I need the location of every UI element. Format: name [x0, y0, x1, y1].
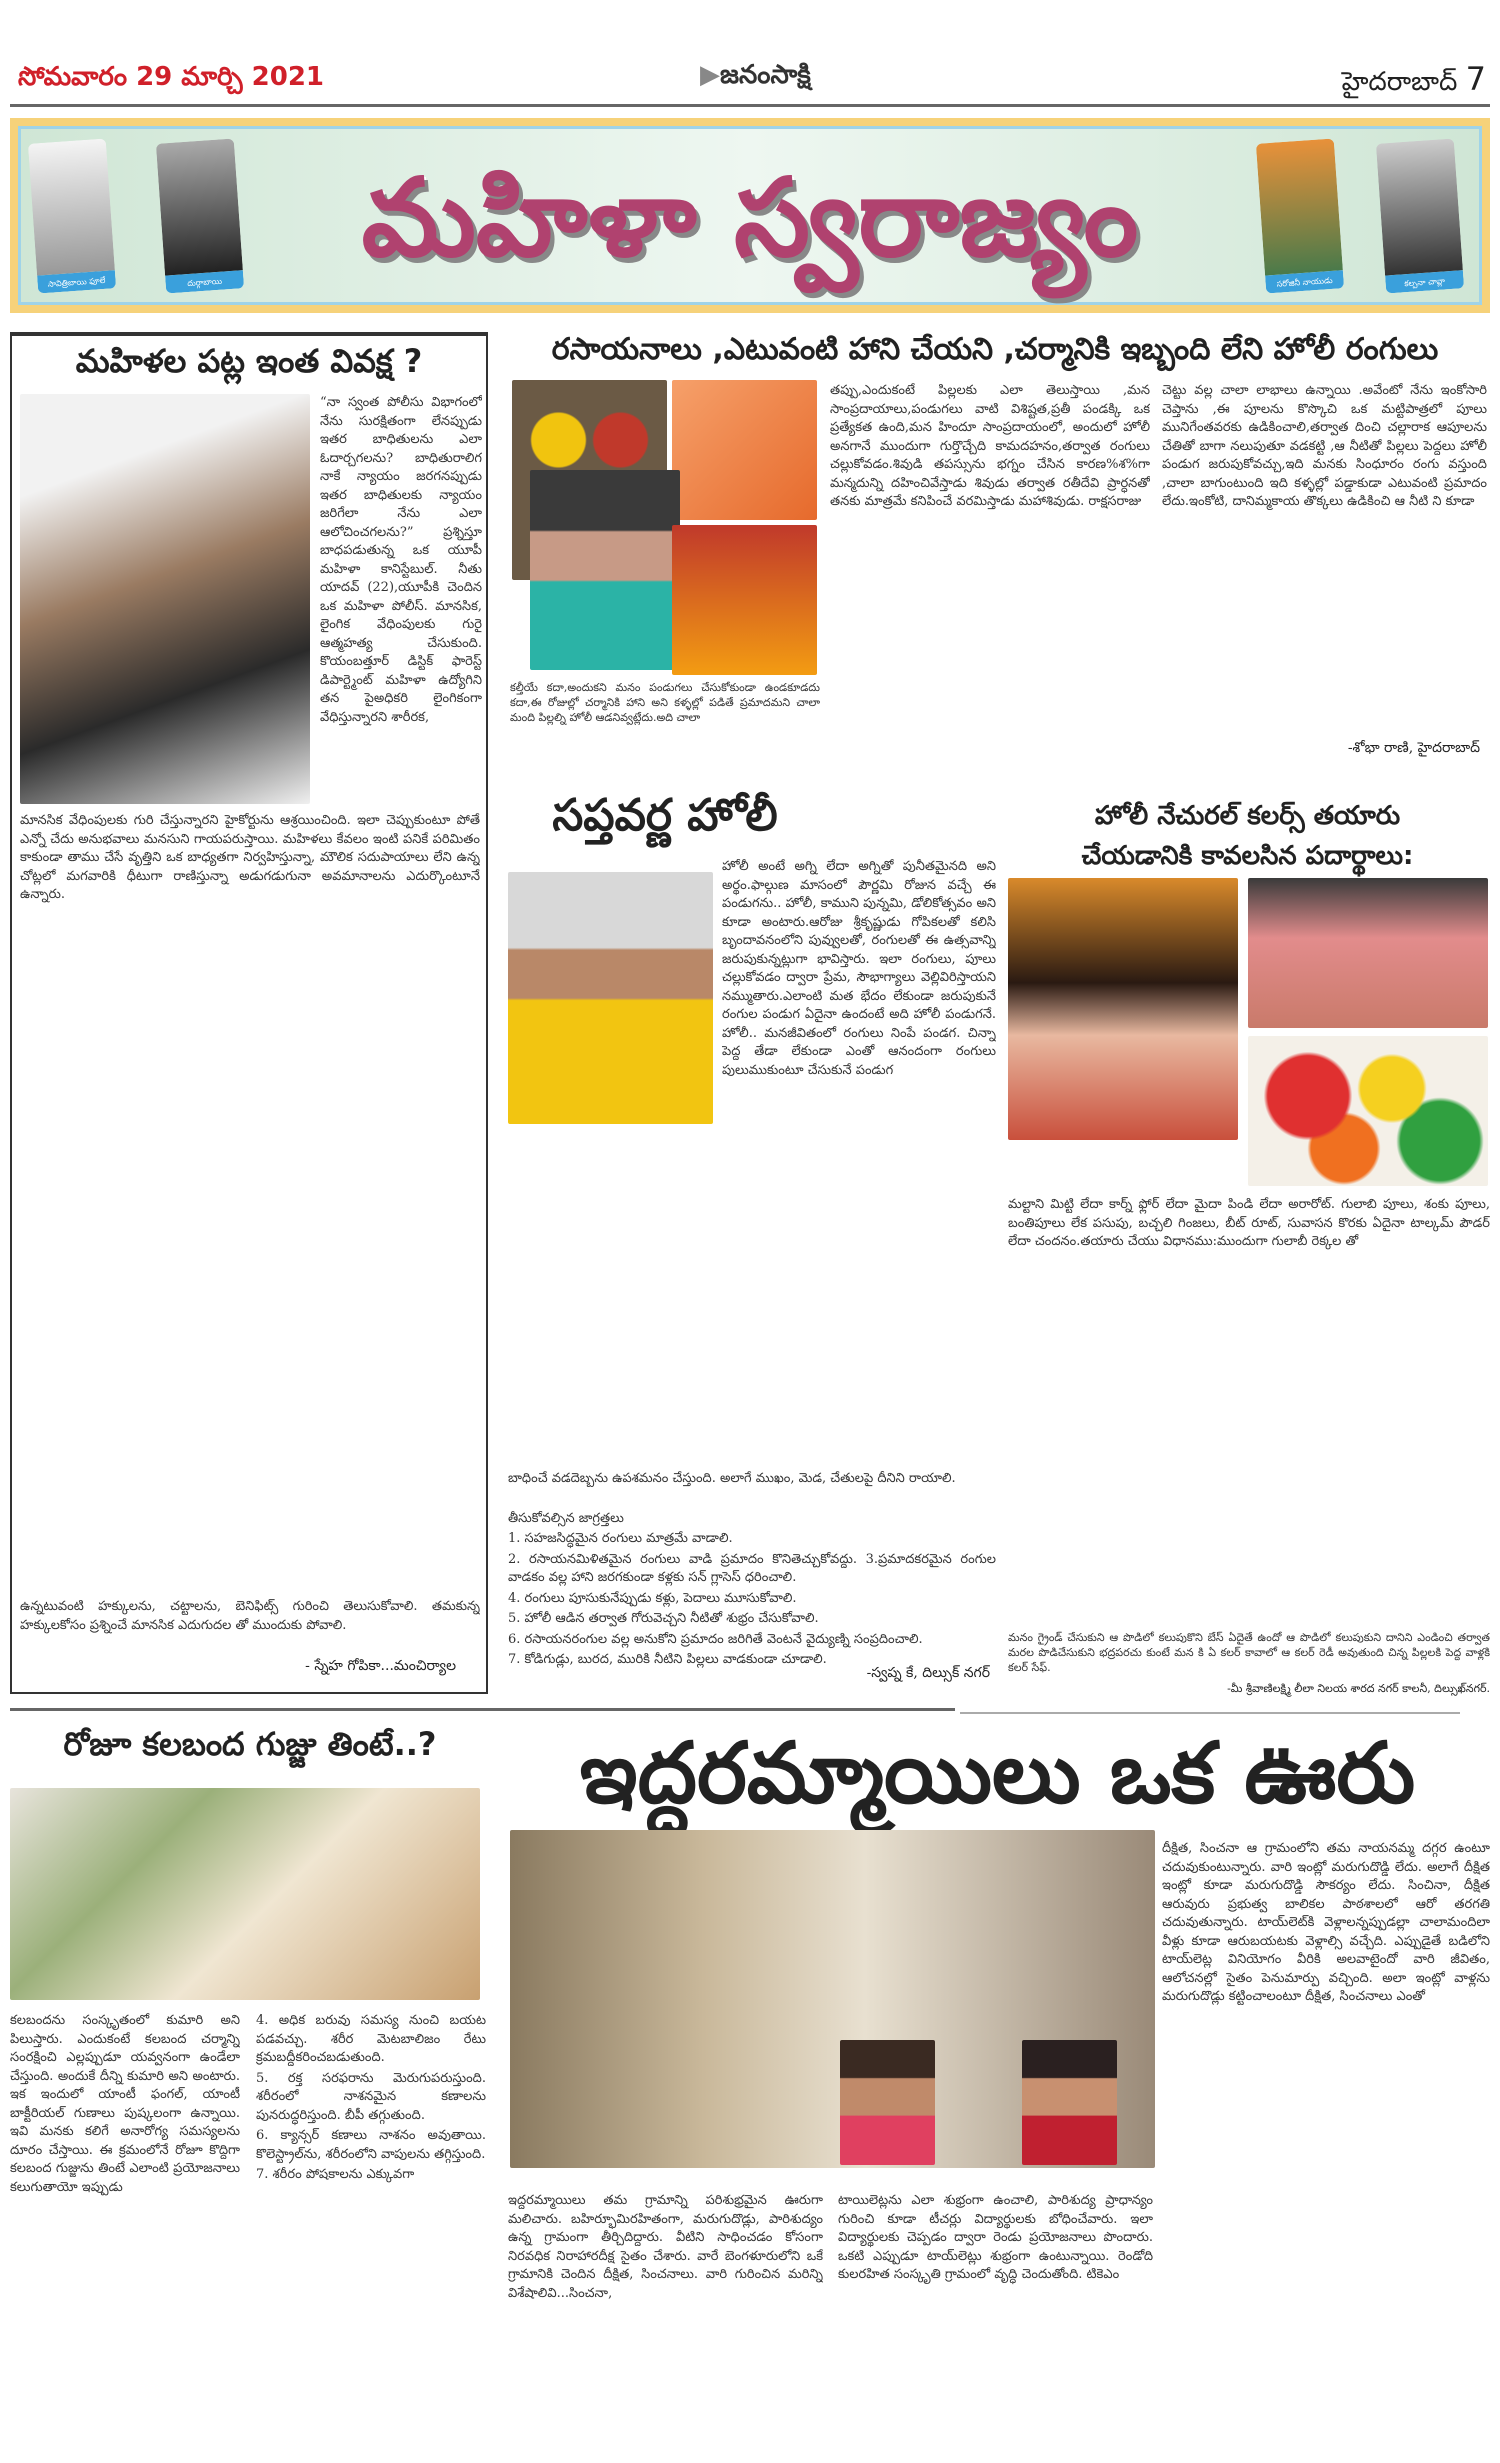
article-title-natural-colors: [1005, 796, 1490, 876]
title-line: చేయడానికి కావలసిన పదార్థాలు:: [1081, 841, 1414, 871]
photo-girl-1: [840, 2040, 935, 2165]
section-divider: [10, 1708, 955, 1711]
article-quote: “నా స్వంత పోలీసు విభాగంలో నేను సురక్షితంగా లేనప్పుడు ఇతర బాధితులను ఎలా ఓదార్చగలను? బాధితురాలిగ నాకే న్యాయం జరగనప్పుడు ఇతర బాధితులకు న్యాయం జరిగేలా నేను ఎలా ఆలోచించగలను?” ప్రశ్నిస్తూ బాధపడుతున్న ఒక యూపీ మహిళా కానిస్టేబుల్. నీతు యాదవ్ (22),యూపీకి చెందిన ఒక మహిళా పోలీస్. మానసిక, లైంగిక వేధింపులకు గురై ఆత్మహత్య చేసుకుంది. కొయంబత్తూర్ డిస్టిక్ ఫారెస్ట్ డిపార్ట్మెంట్ మహిళా ఉద్యోగిని తన పైఅధికరి లైంగికంగా వేధిస్తున్నారని శారీరక,: [320, 395, 482, 725]
logo-emblem-icon: ▶: [700, 60, 720, 90]
portrait-4: [1376, 138, 1464, 293]
portrait-2: [156, 138, 244, 293]
list-item: 2. రసాయనమిళితమైన రంగులు వాడి ప్రమాదం కొనితెచ్చుకోవద్దు. 3.ప్రమాదకరమైన రంగుల వాడకం వల్ల హాని జరగకుండా కళ్లకు సన్ గ్లాసెస్ ధరించాలి.: [508, 1551, 996, 1585]
article-title-saptavarna: సప్తవర్ణ హోలీ: [552, 790, 778, 841]
list-item: 7. శరీరం పోషకాలను ఎక్కువగా: [256, 2167, 415, 2182]
photo-petals: [672, 525, 817, 675]
article-column-1: ఇద్దరమ్మాయిలు తమ గ్రామాన్ని పరిశుభ్రమైన ఊరుగా మలిచారు. బహిర్భూమిరహితంగా, మరుగుదొడ్లు, పారిశుద్యం ఉన్న గ్రామంగా తీర్చిదిద్దారు. వీటిని సాధించడం కోసంగా నిరవధిక నిరాహారదీక్ష సైతం చేశారు. వారే బెంగళూరులోని ఒకే గ్రామానికి చెందిన దీక్షిత, సించనాలు. వారి గురించిన మరిన్ని విశేషాలివి...సించనా,: [508, 2193, 823, 2301]
list-item: 6. క్యాన్సర్ కణాలు నాశనం అవుతాయి. కొలెస్ట్రాల్‌ను, శరీరంలోని వాపులను తగ్గిస్తుంది.: [256, 2128, 486, 2162]
header-divider: [10, 104, 1490, 107]
list-item: 4. అధిక బరువు సమస్య నుంచి బయట పడవచ్చు. శరీర మెటబాలిజం రేటు క్రమబద్దీకరించబడుతుంది.: [256, 2013, 486, 2065]
article-title: మహిళల పట్ల ఇంత వివక్ష ?: [75, 342, 423, 380]
section-divider: [960, 1712, 1460, 1714]
photo-color-heaps: [1248, 1036, 1488, 1186]
article-title-two-girls-village: ఇద్దరమ్మాయిలు ఒక ఊరు: [579, 1724, 1416, 1822]
portrait-3: [1256, 138, 1344, 293]
edition-city: [1342, 60, 1486, 103]
photo-woman: [1008, 878, 1238, 1140]
article-byline: -మీ శ్రీవాణిలక్ష్మి లీలా నిలయ శారద నగర్ కాలనీ, దిల్సుఖ్‌నగర్.: [1227, 1682, 1490, 1695]
article-byline: -స్వప్న కే, దిల్సుక్ నగర్: [866, 1665, 990, 1681]
issue-date: సోమవారం 29 మార్చి 2021: [18, 62, 325, 92]
photo-author: [508, 872, 713, 1124]
article-column-1: కలబందను సంస్కృతంలో కుమారి అని పిలుస్తారు. ఎందుకంటే కలబంద చర్మాన్ని సంరక్షించి ఎల్లప్పుడూ యవ్వనంగా ఉండేలా చేస్తుంది. అందుకే దీన్ని కుమారి అని అంటారు. ఇక ఇందులో యాంటీ ఫంగల్, యాంటీ బాక్టీరియల్ గుణాలు పుష్కలంగా ఉన్నాయి. ఇవి మనకు కలిగే అనారోగ్య సమస్యలను దూరం చేస్తాయి. ఈ క్రమంలోనే రోజూ కొద్దిగా కలబంద గుజ్జును తింటే ఎలాంటి ప్రయోజనాలు కలుగుతాయో ఇప్పుడు: [10, 2013, 240, 2195]
article-body: మానసిక వేధింపులకు గురి చేస్తున్నారని హైకోర్టును ఆశ్రయించింది. ఇలా చెప్పుకుంటూ పోతే ఎన్నో చేదు అనుభవాలు మనసుని గాయపరుస్తాయి. మహిళలు కేవలం ఇంటి పనికే పరిమితం కాకుండా తాము చేసే వృత్తిని ఒక బాధ్యతగా నిర్వహిస్తున్నా, మౌలిక సదుపాయాలు లేని ఉన్న చోట్లలో మగవారికి ధీటుగా రాణిస్తున్నా అడుగడుగునా అవమానాలను ఎదుర్కొంటూనే ఉన్నారు.: [20, 813, 480, 902]
article-women-discrimination: [10, 332, 488, 1694]
article-byline: -శోభా రాణి, హైదరాబాద్: [1347, 740, 1480, 756]
article-title-holi-colors: రసాయనాలు ,ఎటువంటి హాని చేయని ,చర్మానికి ఇబ్బంది లేని హోలీ రంగులు: [551, 332, 1439, 367]
section-banner: [10, 118, 1490, 313]
photo-flowers: [672, 380, 817, 520]
newspaper-logo: [700, 60, 811, 96]
photo-author: [530, 470, 680, 670]
article-column-1: తప్పు,ఎందుకంటే పిల్లలకు ఎలా తెలుస్తాయి ,మన సాంప్రదాయాలు,పండుగలు వాటి విశిష్టత,ప్రతీ పండక్కి ఒక ప్రత్యేకత ఉంది,మన హిందూ సాంప్రదాయంలో, అందులో హోలీ అనగానే ముందుగా గుర్తొచ్చేది కామదహనం,తర్వాత రంగులు చల్లుకోవడం.శివుడి తపస్సును భగ్నం చేసిన కారణ%శ%గా మన్మదున్ని దహించివేస్తాడు శివుడు తర్వాత రతీదేవి ప్రార్ధనతో తనకు మాత్రమే కనిపించే వరమిస్తాడు మహాశివుడు. రాక్షసరాజు: [830, 383, 1150, 509]
portrait-caption: కల్పనా చావ్లా: [1403, 276, 1446, 289]
section-title: మహిళా స్వరాజ్యం: [361, 156, 1139, 281]
article-body: హోలీ అంటే అగ్ని లేదా అగ్నితో పునీతమైనది అని అర్థం.ఫాల్గుణ మాసంలో పౌర్ణమి రోజున వచ్చే ఈ పండుగను.. హోలీ, కాముని పున్నమి, డోలికోత్సవం అని కూడా అంటారు.ఆరోజు శ్రీకృష్ణుడు గోపికలతో కలిసి బృందావనంలోని పువ్వులతో, రంగులతో ఈ ఉత్సవాన్ని జరుపుకున్నట్లుగా భావిస్తారు. ఇలా రంగులు, పూలు చల్లుకోవడం ద్వారా ప్రేమ, సౌభాగ్యాలు వెల్లివిరిస్తాయని నమ్ముతారు.ఎలాంటి మత భేదం లేకుండా జరుపుకునే రంగుల పండుగ ఏదైనా ఉందంటే అది హోలీ పండుగనే. హోలీ.. మనజీవితంలో రంగులు నింపే పండగ. చిన్నా పెద్ద తేడా లేకుండా ఎంతో ఆనందంగా రంగులు పులుముకుంటూ చేసుకునే పండుగ: [722, 859, 996, 1078]
city-name: హైదరాబాద్: [1341, 67, 1458, 97]
portrait-caption: సావిత్రిబాయి ఫూలే: [47, 275, 106, 289]
article-body: మల్టాని మిట్టి లేదా కార్న్ ఫ్లోర్ లేదా మైదా పిండి లేదా అరారోట్. గులాబి పూలు, శంకు పూలు, బంతిపూలు లేక పసుపు, బచ్చలి గింజలు, బీట్ రూట్, సువాసన కొరకు ఏదైనా టాల్కమ్ పౌడర్ లేదా చందనం.తయారు చేయు విధానము:ముందుగా గులాబీ రెక్కల తో: [1008, 1197, 1490, 1249]
list-item: 6. రసాయనరంగుల వల్ల అనుకోని ప్రమాదం జరిగితే వెంటనే వైద్యుణ్ని సంప్రదించాలి.: [508, 1631, 923, 1647]
article-column-2: చెట్టు వల్ల చాలా లాభాలు ఉన్నాయి .అవేంటో నేను ఇంకోసారి చెప్తాను ,ఈ పూలను కొస్కొచి ఒక మట్టిపాత్రలో పూలు మునిగేంతవరకు ఉడికించాలి,తర్వాత దించి చల్లారాక ఆపూలను చేతితో బాగా నలుపుతూ వడకట్టి ,ఆ నీటితో పిల్లలు పెద్దలు హోలీ పండుగ జరుపుకోవచ్చు,ఇది మనకు సింధూరం రంగు వస్తుంది ,చాలా బాగుంటుంది ఇది కళ్ళల్లో పడ్డాకుడా ఎటువంటి ప్రమాదం లేదు.ఇంకోటి, దానిమ్మకాయ తొక్కలు ఉడికించి ఆ నీటి ని కూడా: [1162, 383, 1487, 509]
list-item: 5. రక్త సరఫరాను మెరుగుపరుస్తుంది. శరీరంలో నాశనమైన కణాలను పునరుద్ధరిస్తుంది. బీపీ తగ్గుతుంది.: [256, 2070, 486, 2123]
list-item: 7. కోడిగుడ్లు, బురద, మురికి నీటిని పిల్లలు వాడకుండా చూడాలి.: [508, 1652, 827, 1667]
article-column-2: టాయిలెట్లను ఎలా శుభ్రంగా ఉంచాలి, పారిశుద్య ప్రాధాన్యం గురించి కూడా టీచర్లు విద్యార్థులకు బోధించేవారు. ఇలా విద్యార్థులకు చెప్పడం ద్వారా రెండు ప్రయోజనాలు పొందారు. ఒకటి ఎప్పుడూ టాయ్‌లెట్లు శుభ్రంగా ఉంటున్నాయి. రెండోది కులరహిత సంస్కృతి గ్రామంలో వృద్ధి చెందుతోంది. టికెఎం: [838, 2193, 1153, 2282]
article-closing: ఉన్నటువంటి హక్కులను, చట్టాలను, బెనిఫిట్స్ గురించి తెలుసుకోవాలి. తమకున్న హక్కులకోసం ప్రశ్నించే మానసిక ఎదుగుదల తో ముందుకు పోవాలి.: [20, 1599, 480, 1633]
article-title-aloe-vera: రోజూ కలబంద గుజ్జు తింటే..?: [63, 1725, 437, 1763]
article-column-2: [256, 2012, 486, 2457]
article-byline: - స్నేహ గోపికా...మంచిర్యాల: [305, 1658, 456, 1674]
article-remedy: బాధించే వడదెబ్బను ఉపశమనం చేస్తుంది. అలాగే ముఖం, మెడ, చేతులపై దీనిని రాయాలి.: [508, 1471, 956, 1486]
photo-hand-color: [1248, 878, 1488, 1028]
precautions-list: [508, 1530, 996, 1670]
page-number: 7: [1465, 60, 1486, 98]
photo-school-children: [510, 1830, 1155, 2168]
portrait-caption: సరోజినీ నాయుడు: [1276, 275, 1333, 289]
photo-aloe-gel: [10, 1788, 480, 2000]
photo-caption: కల్తీయే కదా,అందుకని మనం పండుగలు చేసుకోకుండా ఉండకూడదు కదా,ఈ రోజుల్లో చర్మానికి హాని అని కళ్ళల్లో పడితే ప్రమాదమని చాలా మంది పిల్లల్ని హోలీ ఆడనివ్వట్లేదు.అది చాలా: [510, 681, 820, 724]
article-photo-speaker: [20, 394, 310, 804]
article-column-3: దీక్షిత, సించనా ఆ గ్రామంలోని తమ నాయనమ్మ దగ్గర ఉంటూ చదువుకుంటున్నారు. వారి ఇంట్లో మరుగుదొడ్డి లేదు. అలాగే దీక్షిత ఇంట్లో కూడా మరుగుదొడ్డి సౌకర్యం లేదు. సించినా, దీక్షిత ఆరువురు ప్రభుత్వ బాలికల పాఠశాలలో ఆరో తరగతి చదువుతున్నారు. టాయ్‌లెట్‌కి వెళ్లాలన్నప్పుడల్లా చాలామందిలా వీళ్లు కూడా ఆరుబయటకు వెళ్లాల్సి వచ్చేది. ఎప్పుడైతే బడిలోని టాయ్‌లెట్ల వినియోగం వీరికి అలవాటైందో వారి జీవితం, ఆలోచనల్లో సైతం పెనుమార్పు వచ్చింది. అలా ఇంట్లో వాళ్లను మరుగుదొడ్లు కట్టించాలంటూ దీక్షిత, సించనాలు ఎంతో: [1162, 1841, 1490, 2004]
photo-girl-2: [1022, 2040, 1117, 2165]
title-line: హోలీ నేచురల్ కలర్స్ తయారు: [1094, 801, 1401, 831]
list-item: 1. సహజసిద్ధమైన రంగులు మాత్రమే వాడాలి.: [508, 1531, 733, 1546]
portrait-1: [28, 138, 116, 293]
list-item: 5. హోలీ ఆడిన తర్వాత గోరువెచ్చని నీటితో శుభ్రం చేసుకోవాలి.: [508, 1611, 819, 1626]
precautions-heading: తీసుకోవల్సిన జాగ్రత్తలు: [508, 1511, 624, 1526]
article-closing: మనం గ్రైండ్ చేసుకుని ఆ పొడిలో కలుపుకొని బేస్ ఏదైతే ఉందో ఆ పొడిలో కలుపుకుని దానిని ఎండించి తర్వాత మరల పొడిచేసుకుని భద్రపరచు కుంటే మన కి ఏ కలర్ కావాలో ఆ కలర్ రెడీ అవుతుంది చిన్న పిల్లలకి పెద్ద వాళ్లకి కలర్ సేఫ్.: [1008, 1631, 1490, 1674]
portrait-caption: దుర్గాబాయి: [186, 276, 223, 289]
logo-text: జనంసాక్షి: [720, 60, 811, 90]
list-item: 4. రంగులు పూసుకునేప్పుడు కళ్లు, పెదాలు మూసుకోవాలి.: [508, 1590, 797, 1606]
